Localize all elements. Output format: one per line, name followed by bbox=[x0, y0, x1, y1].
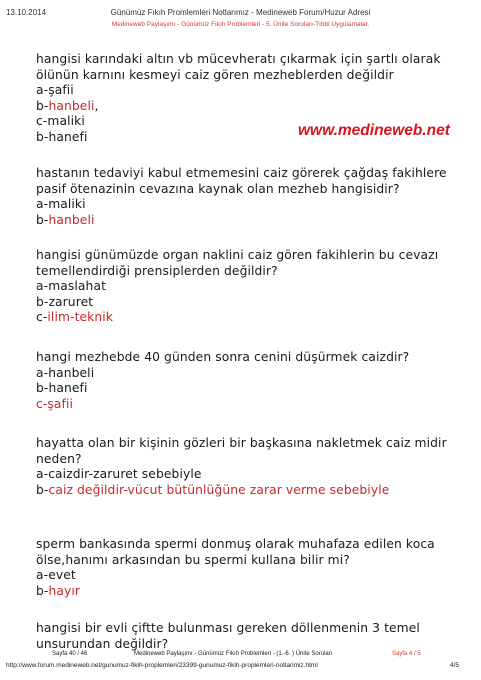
option-b-answer: b-hanbeli, bbox=[36, 98, 99, 113]
question-2 bbox=[36, 166, 468, 228]
option-a: a-caizdir-zaruret sebebiyle bbox=[36, 467, 202, 481]
question-text: hayatta olan bir kişinin gözleri bir başkasına nakletmek caiz midir neden? bbox=[36, 436, 447, 466]
option-b: b-hanefi bbox=[36, 381, 88, 395]
question-7 bbox=[36, 621, 468, 652]
source-url: http://www.forum.medineweb.net/gunumuz-fikih-proplemleri/23399-gunumuz-fikih-proplemleri-notlarimiz.html bbox=[6, 662, 318, 669]
page-subtitle: Medineweb Paylaşımı - Günümüz Fıkıh Problemleri - 5. Ünite Soruları-Tıbbi Uygulamalar. bbox=[111, 21, 370, 28]
option-d: b-hanefi bbox=[36, 129, 88, 144]
question-text: hastanın tedaviyi kabul etmemesini caiz görerek çağdaş fakihlere pasif ötenazinin cevazına kaynak olan mezheb hangisidir? bbox=[36, 166, 447, 196]
option-b-answer: b-hanbeli bbox=[36, 212, 95, 227]
footer-title: Medineweb Paylaşımı - Günümüz Fıkıh Problemleri - (1.-6. ) Ünite Soruları bbox=[134, 651, 333, 657]
question-text: sperm bankasında spermi donmuş olarak muhafaza edilen koca ölse,hanımı arkasından bu spermi kullana bilir mi? bbox=[36, 537, 435, 567]
page-title: Günümüz Fıkıh Promlemleri Notlarımız - Medineweb Forum/Huzur Adresi bbox=[110, 8, 371, 17]
print-date: 13.10.2014 bbox=[6, 8, 47, 17]
option-b: b-zaruret bbox=[36, 294, 94, 309]
option-c-answer: c-ilim-teknik bbox=[36, 310, 114, 324]
question-text: hangisi karındaki altın vb mücevheratı çıkarmak için şartlı olarak ölünün karnını kesmeyi caiz gören mezheblerden değildir bbox=[36, 52, 441, 82]
question-3 bbox=[36, 248, 468, 326]
question-text: hangisi günümüzde organ naklini caiz gören fakihlerin bu cevazı temellendirdiği prensiplerden değildir? bbox=[36, 248, 439, 278]
option-b-answer: b-hayır bbox=[36, 583, 81, 598]
question-6 bbox=[36, 537, 468, 599]
footer-page-count: Sayfa 40 / 46 bbox=[52, 651, 88, 657]
question-text: hangi mezhebde 40 günden sonra cenini düşürmek caizdir? bbox=[36, 350, 410, 364]
option-a: a-hanbeli bbox=[36, 365, 95, 380]
option-c-answer: c-şafii bbox=[36, 396, 74, 411]
question-5 bbox=[36, 436, 468, 498]
question-text: hangisi bir evli çiftte bulunması gereken döllenmenin 3 temel unsurundan değildir? bbox=[36, 621, 420, 651]
option-c: c-maliki bbox=[36, 114, 85, 128]
watermark-logo: www.medineweb.net bbox=[298, 122, 450, 139]
footer-page-indicator: Sayfa 4 / 5 bbox=[392, 651, 421, 657]
question-4 bbox=[36, 350, 468, 412]
option-a: a-maliki bbox=[36, 197, 86, 211]
option-a: a-şafii bbox=[36, 83, 74, 97]
page-number: 4/5 bbox=[449, 662, 459, 669]
option-b-answer: b-caiz değildir-vücut bütünlüğüne zarar verme sebebiyle bbox=[36, 482, 390, 497]
option-a: a-maslahat bbox=[36, 279, 107, 293]
option-a: a-evet bbox=[36, 568, 76, 582]
